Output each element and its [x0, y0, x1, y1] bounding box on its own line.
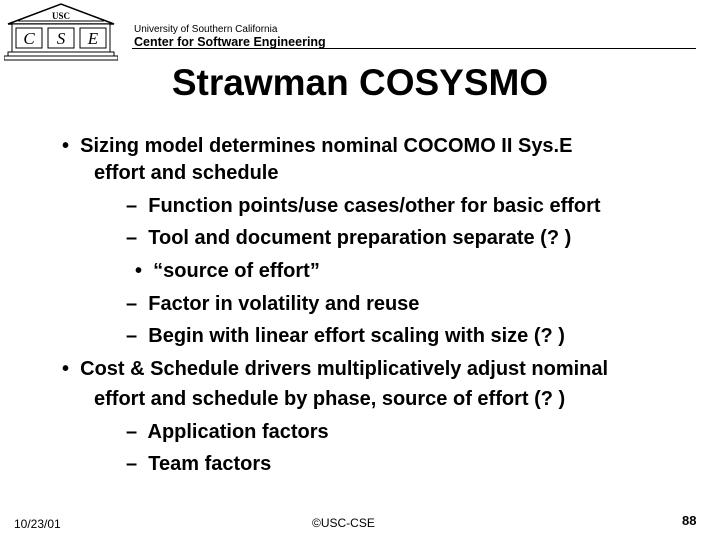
- bullet-text: effort and schedule by phase, source of effort (? ): [94, 388, 566, 410]
- bullet-text: Begin with linear effort scaling with size (? ): [148, 325, 565, 347]
- bullet-text: Team factors: [148, 453, 272, 475]
- bullet-marker: –: [126, 195, 138, 217]
- bullet-text: effort and schedule: [94, 162, 279, 184]
- bullet-marker: –: [126, 325, 138, 347]
- logo-letter-c: C: [23, 29, 35, 48]
- slide-title: Strawman COSYSMO: [171, 62, 549, 103]
- footer-date: 10/23/01: [14, 517, 61, 531]
- bullet-text: “source of effort”: [153, 260, 320, 282]
- footer-copyright: ©USC-CSE: [312, 516, 375, 530]
- bullet-line: [62, 134, 572, 158]
- bullet-text: Function points/use cases/other for basic effort: [148, 195, 601, 217]
- page-number: 88: [682, 513, 697, 528]
- bullet-text: Cost & Schedule drivers multiplicatively adjust nominal: [80, 358, 609, 380]
- bullet-text: Factor in volatility and reuse: [148, 293, 420, 315]
- bullet-marker: –: [126, 293, 138, 315]
- bullet-text: Tool and document preparation separate (? ): [148, 227, 572, 249]
- bullet-continuation: [94, 387, 565, 411]
- logo-letter-e: E: [87, 29, 99, 48]
- bullet-continuation: [94, 161, 278, 185]
- sub-bullet-line: [126, 420, 329, 444]
- bullet-marker: •: [135, 260, 143, 282]
- logo-top-text: USC: [51, 11, 71, 21]
- bullet-marker: –: [126, 421, 138, 443]
- bullet-line: [62, 357, 608, 381]
- sub-bullet-line: [126, 324, 565, 348]
- sub-bullet-line: [126, 452, 271, 476]
- sub-bullet-line: [126, 194, 601, 218]
- bullet-text: Application factors: [147, 421, 329, 443]
- logo-letter-s: S: [56, 29, 66, 48]
- bullet-marker: –: [126, 453, 138, 475]
- bullet-marker: •: [62, 358, 70, 380]
- sub-sub-bullet-line: [135, 259, 320, 283]
- university-name: University of Southern California: [134, 24, 278, 35]
- sub-bullet-line: [126, 226, 571, 250]
- bullet-marker: –: [126, 227, 138, 249]
- center-name: Center for Software Engineering: [134, 35, 326, 49]
- bullet-marker: •: [62, 135, 70, 157]
- bullet-text: Sizing model determines nominal COCOMO II Sys.E: [80, 135, 573, 157]
- sub-bullet-line: [126, 292, 419, 316]
